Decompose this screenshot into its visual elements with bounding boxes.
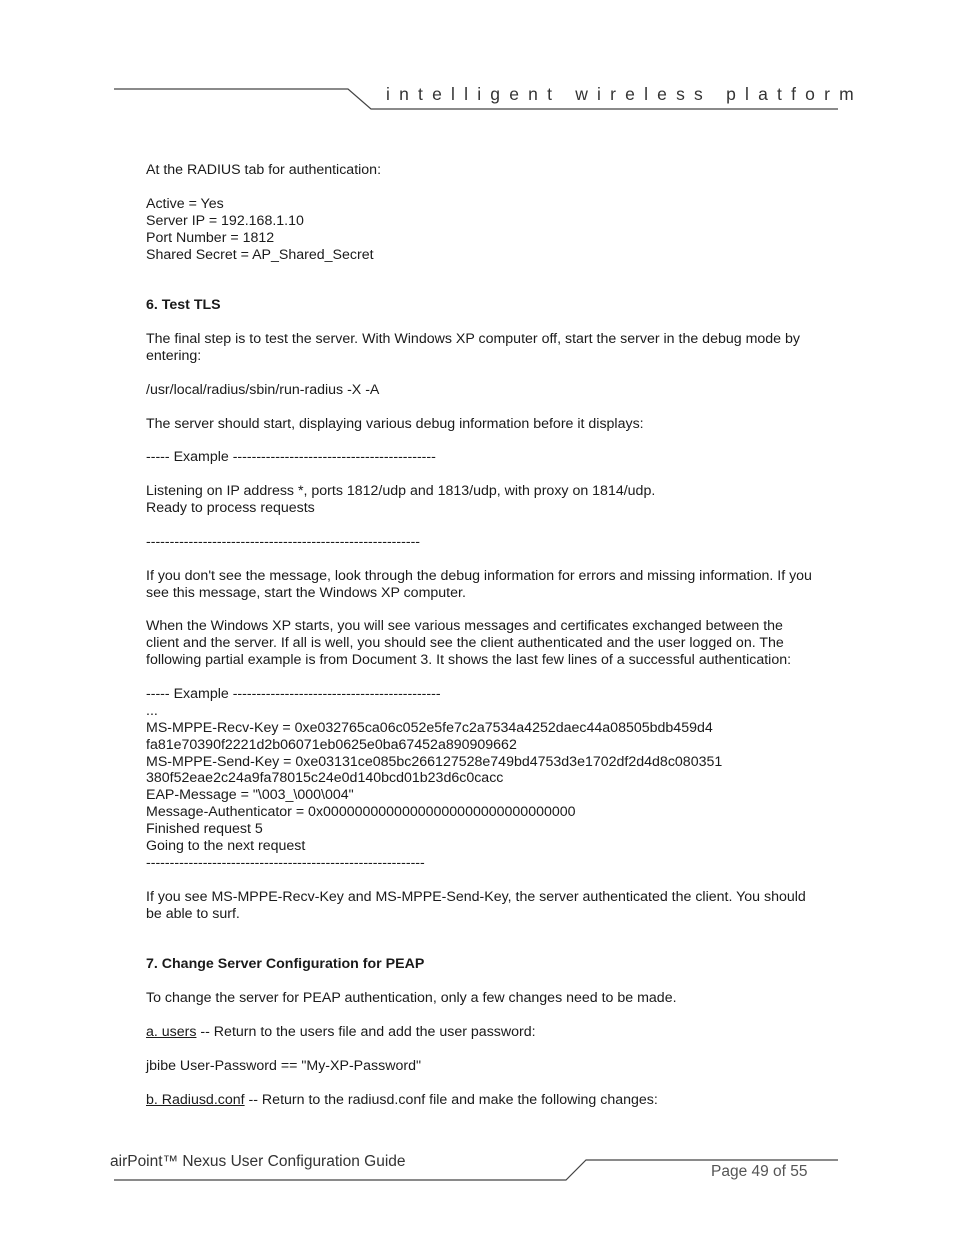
section6-paragraph-1: The final step is to test the server. With Windows XP computer off, start the server in the debug mode by entering: [146,331,800,364]
example2-line: MS-MPPE-Recv-Key = 0xe032765ca06c052e5fe7c2a7534a4252daec44a08505bdb459d4 [146,719,713,736]
radius-settings [146,196,814,264]
step-a [146,1024,814,1041]
example1-header: ----- Example ------------------------------------------- [146,449,436,466]
step-a-text: -- Return to the users file and add the user password: [196,1023,536,1040]
footer-page-number: Page 49 of 55 [711,1163,808,1180]
example2-header: ----- Example -------------------------------------------- [146,685,441,702]
section6-paragraph-4: When the Windows XP starts, you will see various messages and certificates exchanged between the client and the server. If all is well, you should see the client authenticated and the user logged on. The following partial example is from Document 3. It shows the last few lines of a successful authentication: [146,618,792,669]
step-a-link[interactable]: a. users [146,1023,197,1040]
example1-line: Listening on IP address *, ports 1812/udp and 1813/udp, with proxy on 1814/udp. [146,483,656,500]
step-b [146,1092,814,1109]
example2-line: ... [146,702,158,719]
section-heading-test-tls: 6. Test TLS [146,297,221,314]
section6-paragraph-2: The server should start, displaying various debug information before it displays: [146,415,644,432]
radius-setting-server-ip: Server IP = 192.168.1.10 [146,212,304,229]
example2-line: fa81e70390f2221d2b06071eb0625e0ba67452a890909662 [146,736,517,753]
footer-guide-title: airPoint™ Nexus User Configuration Guide [110,1153,406,1170]
example1-line: Ready to process requests [146,500,315,516]
example1-output [146,483,814,517]
radius-setting-active: Active = Yes [146,195,224,212]
command-line: /usr/local/radius/sbin/run-radius -X -A [146,381,380,398]
example2-footer: ----------------------------------------------------------- [146,854,425,871]
document-body [146,162,814,1125]
section6-paragraph-3: If you don't see the message, look through the debug information for errors and missing information. If you see this message, start the Windows XP computer. [146,567,812,601]
example2-line: EAP-Message = "\003_\000\004" [146,787,354,804]
step-b-link[interactable]: b. Radiusd.conf [146,1091,245,1108]
example2-line: Finished request 5 [146,821,263,838]
header-tagline: intelligent wireless platform [386,84,863,104]
example1-footer: ---------------------------------------------------------- [146,533,421,550]
section7-paragraph-1: To change the server for PEAP authentication, only a few changes need to be made. [146,990,677,1007]
section-heading-peap: 7. Change Server Configuration for PEAP [146,956,425,973]
example2-output [146,703,814,855]
example2-line: Message-Authenticator = 0x00000000000000000000000000000000 [146,804,576,821]
example2-line: MS-MPPE-Send-Key = 0xe03131ce085bc266127528e749bd4753d3e1702df2d4d8c080351 [146,753,723,770]
radius-setting-port: Port Number = 1812 [146,229,275,246]
step-a-code: jbibe User-Password == "My-XP-Password" [146,1057,421,1074]
step-b-text: -- Return to the radiusd.conf file and make the following changes: [244,1091,658,1108]
example2-line: 380f52eae2c24a9fa78015c24e0d140bcd01b23d6c0cacc [146,770,504,787]
example2-line: Going to the next request [146,838,306,855]
section6-paragraph-5: If you see MS-MPPE-Recv-Key and MS-MPPE-Send-Key, the server authenticated the client. You should be able to surf. [146,888,806,922]
radius-intro: At the RADIUS tab for authentication: [146,162,382,178]
radius-setting-secret: Shared Secret = AP_Shared_Secret [146,246,374,263]
